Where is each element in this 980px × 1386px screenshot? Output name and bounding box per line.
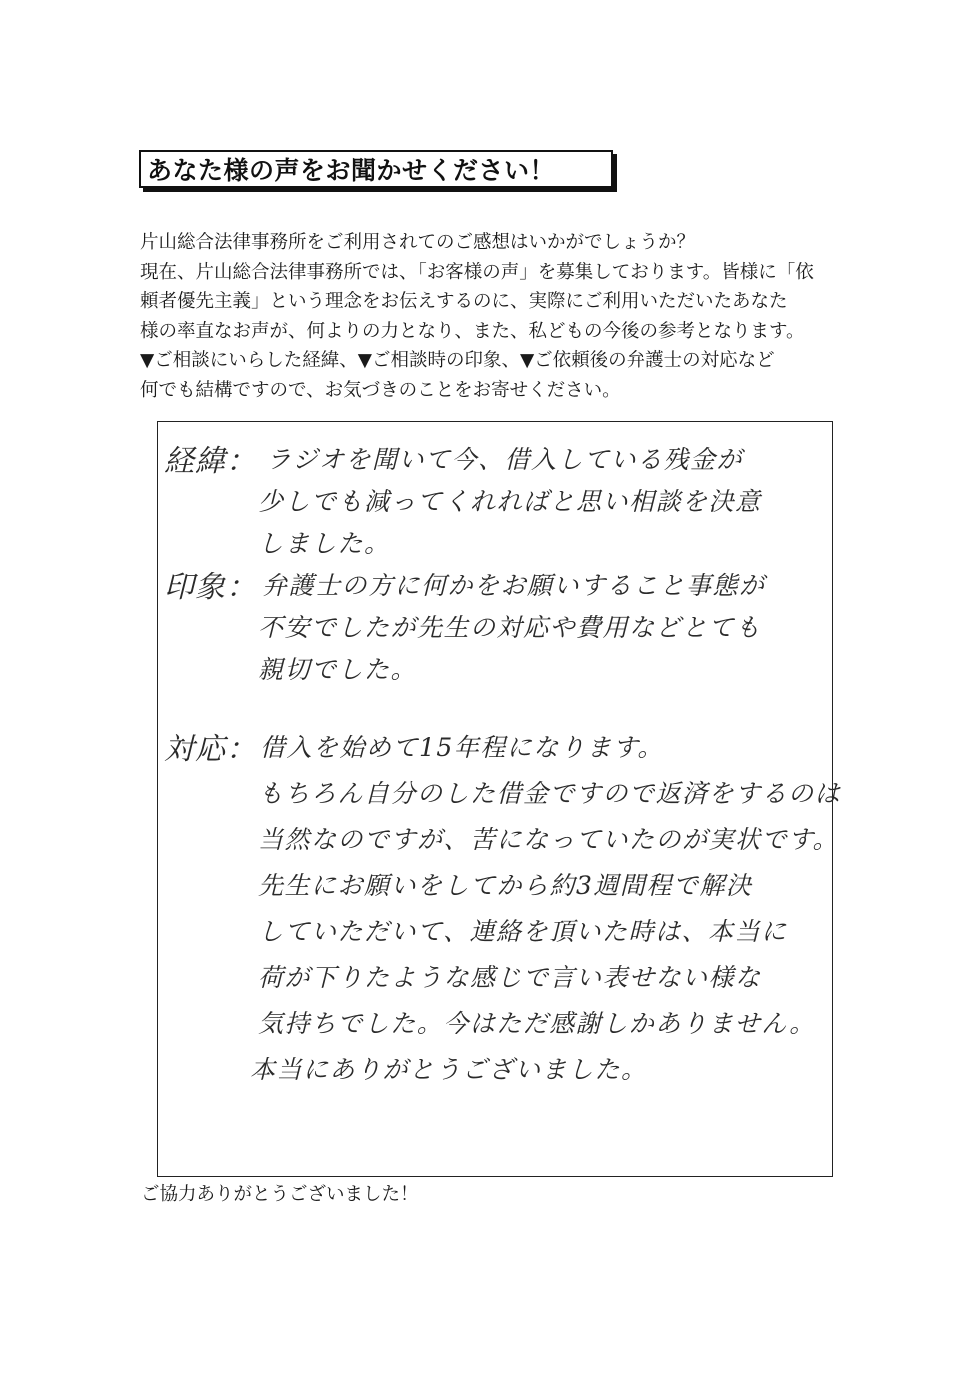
handwritten-line: 気持ちでした。今はただ感謝しかありません。: [258, 1009, 816, 1038]
handwritten-line: 借入を始めて15年程になります。: [260, 733, 664, 762]
handwritten-line: していただいて、連絡を頂いた時は、本当に: [258, 917, 788, 946]
section-label-taiou: 対応：: [164, 732, 257, 767]
intro-text: [140, 228, 850, 405]
handwritten-line: 弁護士の方に何かをお願いすること事態が: [262, 571, 766, 600]
intro-line: 頼者優先主義」という理念をお伝えするのに、実際にご利用いただいたあなた: [140, 291, 788, 312]
intro-line: 何でも結構ですので、お気づきのことをお寄せください。: [140, 379, 621, 401]
handwritten-line: もちろん自分のした借金ですので返済をするのは: [258, 779, 842, 808]
handwritten-line: 本当にありがとうございました。: [250, 1055, 648, 1084]
handwritten-answer-box: [157, 421, 842, 1177]
intro-line: 現在、片山総合法律事務所では、「お客様の声」を募集しております。皆様に「依: [140, 261, 814, 283]
title-box: [139, 150, 613, 188]
handwritten-line: ラジオを聞いて今、借入している残金が: [266, 445, 744, 474]
closing-thanks: ご協力ありがとうございました！: [141, 1184, 419, 1205]
section-label-keii: 経緯：: [164, 444, 257, 479]
handwritten-line: 親切でした。: [258, 655, 418, 684]
section-label-inshou: 印象：: [164, 570, 257, 605]
page-title: あなた様の声をお聞かせください！: [147, 156, 556, 185]
intro-line: 様の率直なお声が、何よりの力となり、また、私どもの今後の参考となります。: [140, 320, 805, 342]
handwritten-line: しました。: [258, 529, 391, 558]
intro-line: 片山総合法律事務所をご利用されてのご感想はいかがでしょうか？: [140, 232, 696, 253]
handwritten-line: 不安でしたが先生の対応や費用などとても: [258, 613, 762, 642]
intro-line: ▼ご相談にいらした経緯、▼ご相談時の印象、▼ご依頼後の弁護士の対応など: [140, 350, 775, 371]
handwritten-line: 当然なのですが、苦になっていたのが実状です。: [258, 825, 840, 854]
handwritten-line: 先生にお願いをしてから約3週間程で解決: [258, 871, 753, 900]
handwritten-line: 荷が下りたような感じで言い表せない様な: [258, 963, 762, 992]
handwritten-line: 少しでも減ってくれればと思い相談を決意: [258, 487, 762, 516]
